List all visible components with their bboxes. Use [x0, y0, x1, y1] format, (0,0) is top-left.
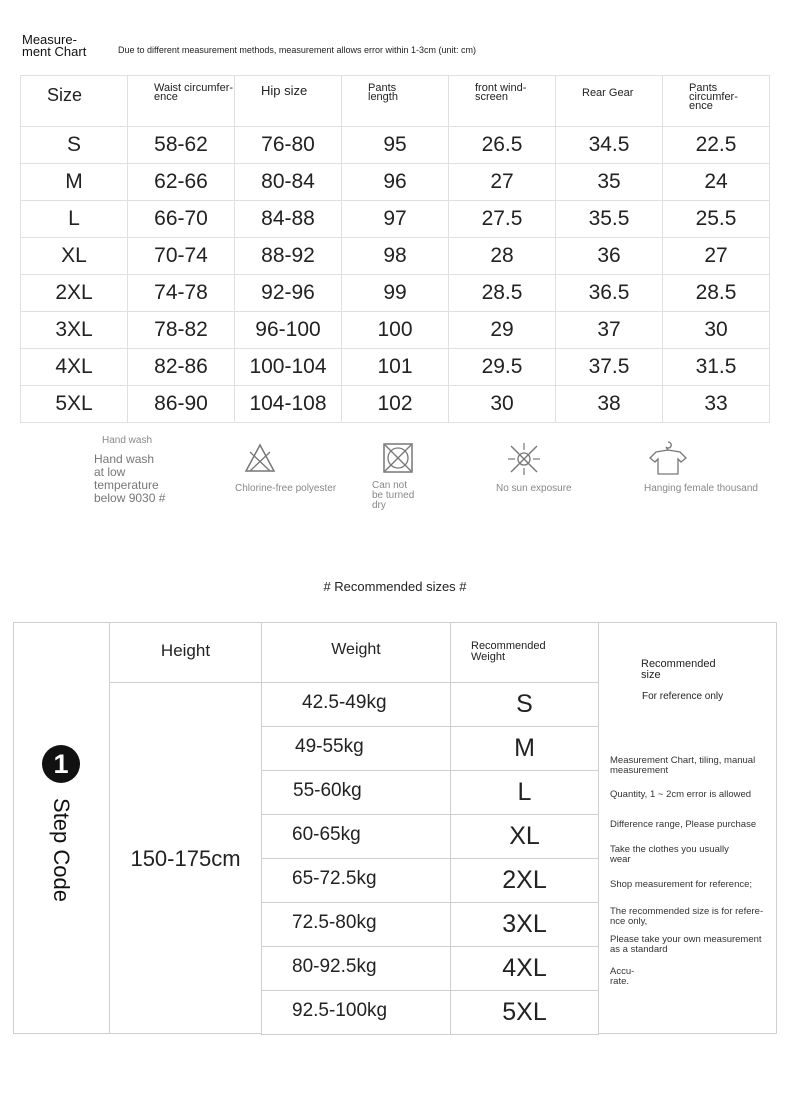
- col-header-leg-opening: Pants circumfer- ence: [663, 76, 770, 127]
- step-number-badge: 1: [42, 745, 80, 783]
- cell-size: M: [21, 164, 128, 201]
- weight-range: 55-60kg: [293, 780, 362, 801]
- cell-rear-rise: 36.5: [556, 275, 663, 312]
- cell-rear-rise: 35: [556, 164, 663, 201]
- cell-waist: 82-86: [128, 349, 235, 386]
- recommended-size: 4XL: [502, 954, 547, 982]
- cell-length: 99: [342, 275, 449, 312]
- cell-waist: 86-90: [128, 386, 235, 423]
- recommended-size: 5XL: [502, 998, 547, 1026]
- size-table-row: [21, 312, 770, 349]
- cell-size: 2XL: [21, 275, 128, 312]
- side-reference: For reference only: [642, 691, 724, 702]
- recommended-sizes-title: # Recommended sizes #: [323, 579, 467, 594]
- size-table-header-row: [21, 76, 770, 127]
- recommended-size: L: [517, 778, 532, 806]
- cell-leg-opening: 33: [663, 386, 770, 423]
- weight-range: 72.5-80kg: [292, 912, 377, 933]
- cell-hip: 88-92: [235, 238, 342, 275]
- cell-rear-rise: 37: [556, 312, 663, 349]
- size-table-row: [21, 201, 770, 238]
- cell-size: L: [21, 201, 128, 238]
- weight-range: 60-65kg: [292, 824, 361, 845]
- cell-hip: 92-96: [235, 275, 342, 312]
- cell-front-rise: 29.5: [449, 349, 556, 386]
- size-table-row: [21, 386, 770, 423]
- cell-rear-rise: 34.5: [556, 127, 663, 164]
- step-code-label: Step Code: [49, 798, 74, 902]
- size-table-row: [21, 238, 770, 275]
- cell-length: 96: [342, 164, 449, 201]
- cell-leg-opening: 22.5: [663, 127, 770, 164]
- cell-length: 102: [342, 386, 449, 423]
- measurement-note: Due to different measurement methods, measurement allows error within 1-3cm (unit: cm): [118, 45, 476, 55]
- height-header: Height: [160, 641, 211, 660]
- no-tumble-dry-icon: [382, 442, 414, 474]
- cell-front-rise: 30: [449, 386, 556, 423]
- cell-hip: 76-80: [235, 127, 342, 164]
- cell-waist: 78-82: [128, 312, 235, 349]
- cell-rear-rise: 36: [556, 238, 663, 275]
- cell-waist: 62-66: [128, 164, 235, 201]
- cell-leg-opening: 28.5: [663, 275, 770, 312]
- cell-front-rise: 27: [449, 164, 556, 201]
- height-value: 150-175cm: [130, 846, 241, 871]
- side-note: Quantity, 1 ~ 2cm error is allowed: [610, 789, 752, 800]
- recommended-weight-header: Recommended Weight: [471, 640, 546, 663]
- care-chlorine-label: Chlorine-free polyester: [235, 483, 337, 494]
- cell-front-rise: 28: [449, 238, 556, 275]
- side-title: Recommended size: [641, 658, 716, 681]
- size-table-row: [21, 164, 770, 201]
- cell-length: 98: [342, 238, 449, 275]
- side-note: The recommended size is for refere- nce only,: [610, 906, 764, 927]
- no-sun-icon: [506, 442, 542, 476]
- chart-title: Measure- ment Chart: [22, 32, 87, 59]
- cell-hip: 100-104: [235, 349, 342, 386]
- cell-size: 4XL: [21, 349, 128, 386]
- recommended-size: XL: [509, 822, 540, 850]
- cell-waist: 66-70: [128, 201, 235, 238]
- side-note: Please take your own measurement as a standard: [610, 934, 762, 955]
- col-header-size: Size: [21, 76, 128, 127]
- side-note: Accu- rate.: [610, 966, 635, 987]
- col-header-waist: Waist circumfer- ence: [128, 76, 235, 127]
- care-sun-label: No sun exposure: [496, 483, 572, 494]
- weight-header: Weight: [331, 641, 381, 658]
- cell-size: 3XL: [21, 312, 128, 349]
- weight-range: 49-55kg: [295, 736, 364, 757]
- cell-size: 5XL: [21, 386, 128, 423]
- cell-length: 95: [342, 127, 449, 164]
- col-header-rear-rise: Rear Gear: [556, 76, 663, 127]
- side-note: Difference range, Please purchase: [610, 819, 757, 830]
- cell-leg-opening: 24: [663, 164, 770, 201]
- cell-hip: 104-108: [235, 386, 342, 423]
- cell-hip: 96-100: [235, 312, 342, 349]
- hang-dry-icon: [648, 440, 688, 476]
- cell-front-rise: 26.5: [449, 127, 556, 164]
- cell-leg-opening: 30: [663, 312, 770, 349]
- cell-leg-opening: 25.5: [663, 201, 770, 238]
- recommended-size: M: [514, 734, 535, 762]
- size-table-row: [21, 349, 770, 386]
- cell-size: S: [21, 127, 128, 164]
- weight-range: 80-92.5kg: [292, 956, 377, 977]
- size-table: [20, 75, 770, 423]
- side-note: Take the clothes you usually wear: [610, 844, 729, 865]
- cell-length: 97: [342, 201, 449, 238]
- care-tumble-label: Can not be turned dry: [372, 480, 415, 511]
- cell-size: XL: [21, 238, 128, 275]
- cell-front-rise: 29: [449, 312, 556, 349]
- side-note: Shop measurement for reference;: [610, 879, 753, 890]
- recommended-size: 3XL: [502, 910, 547, 938]
- cell-rear-rise: 38: [556, 386, 663, 423]
- weight-range: 42.5-49kg: [302, 692, 387, 713]
- cell-hip: 80-84: [235, 164, 342, 201]
- weight-range: 65-72.5kg: [292, 868, 377, 889]
- care-hand-wash-text: Hand wash at low temperature below 9030 #: [94, 452, 166, 505]
- cell-rear-rise: 37.5: [556, 349, 663, 386]
- cell-leg-opening: 27: [663, 238, 770, 275]
- cell-hip: 84-88: [235, 201, 342, 238]
- weight-range: 92.5-100kg: [292, 1000, 388, 1021]
- care-hanging-label: Hanging female thousand: [644, 483, 758, 494]
- col-header-hip: Hip size: [235, 76, 342, 127]
- cell-waist: 74-78: [128, 275, 235, 312]
- size-table-row: [21, 275, 770, 312]
- size-table-row: [21, 127, 770, 164]
- side-note: Measurement Chart, tiling, manual measurement: [610, 755, 756, 776]
- cell-length: 100: [342, 312, 449, 349]
- col-header-front-rise: front wind- screen: [449, 76, 556, 127]
- cell-waist: 58-62: [128, 127, 235, 164]
- care-hand-wash-small: Hand wash: [102, 435, 153, 446]
- cell-waist: 70-74: [128, 238, 235, 275]
- cell-front-rise: 28.5: [449, 275, 556, 312]
- col-header-length: Pants length: [342, 76, 449, 127]
- cell-length: 101: [342, 349, 449, 386]
- no-bleach-icon: [244, 442, 276, 474]
- recommended-size: S: [516, 690, 533, 718]
- cell-front-rise: 27.5: [449, 201, 556, 238]
- cell-rear-rise: 35.5: [556, 201, 663, 238]
- recommended-size: 2XL: [502, 866, 547, 894]
- cell-leg-opening: 31.5: [663, 349, 770, 386]
